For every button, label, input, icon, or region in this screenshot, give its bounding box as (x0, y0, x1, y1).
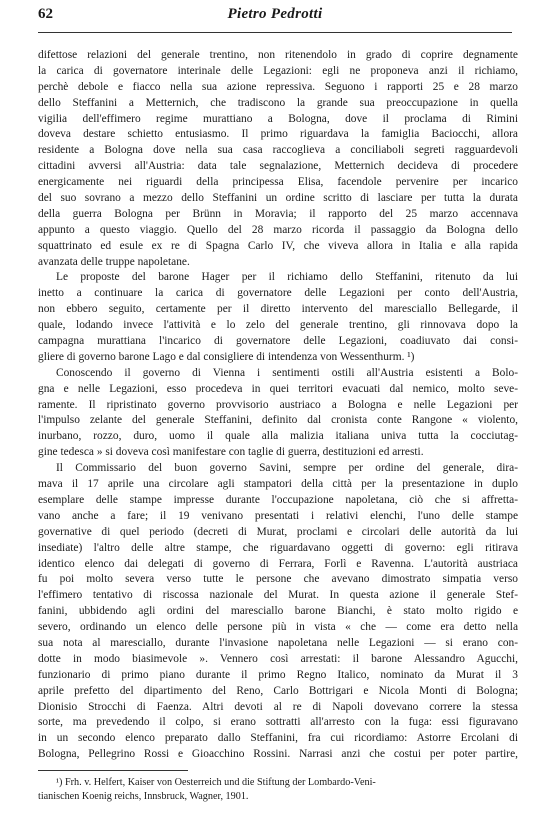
text-line: gine tedesca » si doveva così manifestare con taglie di guerra, destituzioni ed arresti. (38, 446, 424, 459)
text-line: identico elenco dai delegati di governo di Ferrara, Forlì e Ravenna. L'autorità austriaca (38, 557, 518, 570)
text-line: cittadini avversi all'Austria: data tale segnalazione, Metternich decideva di procedere (38, 160, 518, 173)
footnote-rule (38, 770, 188, 771)
text-line: fu poi molto severa verso tutte le persone che avevano dimostrato simpatia verso (38, 573, 518, 586)
text-line: esemplare delle stampe impresse durante l'occupazione napoletana, ciò che si affretta- (38, 493, 518, 506)
text-line: appunto a questo viaggio. Quello del 28 marzo ricorda il passaggio da Bologna dello (38, 223, 518, 236)
text-line: avanzata delle truppe napoletane. (38, 255, 190, 268)
text-line: non ebbero seguito, certamente per il diretto intervento del maresciallo Bellegarde, il (38, 303, 518, 316)
text-line: energicamente nei riguardi della principessa Elisa, facendole pervenire per incarico (38, 176, 518, 189)
text-line: in un secondo elenco preparato dallo Steffanini, fra cui ricordiamo: Astorre Ercolani di (38, 732, 518, 745)
page-header (38, 6, 512, 28)
text-line: gliere di governo barone Lago e dal consigliere di intendenza von Wessenthurm. ¹) (38, 350, 415, 363)
text-line: Il Commissario del buon governo Savini, sempre per ordine del generale, dira- (56, 462, 518, 475)
text-line: insediate) l'altro delle altre stampe, che riguardavano oggetti di governo: egli ritirava (38, 541, 518, 554)
text-line: gna e nelle Legazioni, esso procedeva in quei territori evacuati dal nemico, molto seve- (38, 382, 518, 395)
text-line: mava il 17 aprile una circolare agli stampatori della città per la presentazione in duplo (38, 478, 518, 491)
text-line: Bologna, Pellegrino Rossi e Gioacchino Rossini. Narrasi anzi che costui per poter partire, (38, 748, 518, 761)
text-line: fanini, ubbidendo agli ordini del maresciallo barone Bianchi, è stato molto rigido e (38, 605, 518, 618)
text-line: doveva destare schietto entusiasmo. Il primo riguardava la famiglia Baciocchi, allora (38, 128, 518, 141)
text-line: perchè debole e fiacco nella sua azione repressiva. Seguono i rapporti 25 e 28 marzo (38, 80, 518, 93)
text-line: ramente. Il ripristinato governo provvisorio austriaco a Bologna e nelle Legazioni per (38, 398, 518, 411)
text-line: inurbano, rozzo, duro, uomo il quale alla malizia italiana univa tutta la cocciutag- (38, 430, 518, 443)
text-line: dello Steffanini a Metternich, che tradiscono la grande sua preoccupazione in quella (38, 96, 518, 109)
footnote-line: ¹) Frh. v. Helfert, Kaiser von Oesterreich und die Stiftung der Lombardo-Veni- (56, 777, 376, 788)
text-line: l'impulso zelante del generale Steffanini, definito dal cronista conte Rangone « violento, (38, 414, 518, 427)
text-line: squattrinato ed esule ex re di Spagna Carlo IV, che viveva allora in Italia e alla rapida (38, 239, 518, 252)
text-line: quale, lodando invece l'attività e lo zelo del generale trentino, gli rinnovava dopo la (38, 319, 518, 332)
footnote (38, 776, 518, 804)
text-line: del suo sovrano a mezzo dello Steffanini un ordine scritto di lasciare per tutta la durata (38, 192, 518, 205)
text-line: governative di quel periodo (decreti di Murat, proclami e circolari delle autorità da lui (38, 525, 518, 538)
text-line: residente a Bologna dove nella sua casa raccoglieva a conciliaboli segreti ragguardevoli (38, 144, 518, 157)
text-line: funzionario di primo piano durante il primo Regno Italico, nominato da Murat il 3 (38, 668, 518, 681)
header-rule (38, 32, 512, 33)
page-number: 62 (38, 6, 53, 22)
text-line: inetto a continuare la carica di governatore delle Legazioni per conto dell'Austria, (38, 287, 518, 300)
text-line: Dionisio Strocchi di Faenza. Altri devoti al re di Napoli dovevano correre la stessa (38, 700, 518, 713)
text-line: aprile prefetto del dipartimento del Reno, Carlo Bottrigari e Nicola Monti di Bologna; (38, 684, 518, 697)
text-line: dotte in modo biasimevole ». Vennero così arrestati: il barone Alessandro Agucchi, (38, 652, 518, 665)
text-line: campagna murattiana l'incarico di governatore delle Legazioni, coadiuvato dai consi- (38, 335, 518, 348)
text-line: la carica di governatore interinale delle Legazioni: egli ne proponeva anzi il richiamo, (38, 64, 518, 77)
text-line: severo, ordinando un elenco delle persone più in vista « che — come era detto nella (38, 621, 518, 634)
text-line: vano anche a fare; il 19 venivano presentati i relativi elenchi, l'uno delle stampe (38, 509, 518, 522)
text-line: sorte, ma prevedendo il colpo, si erano sottratti all'arresto con la fuga: essi figuravano (38, 716, 518, 729)
footnote-line: tianischen Koenig reichs, Innsbruck, Wagner, 1901. (38, 791, 249, 802)
text-line: Le proposte del barone Hager per il richiamo dello Steffanini, ritenuto da lui (56, 271, 518, 284)
text-line: Conoscendo il governo di Vienna i sentimenti ostili all'Austria esistenti a Bolo- (56, 366, 518, 379)
text-line: vigilia dell'effimero regime murattiano a Bologna, dove il proclama di Rimini (38, 112, 518, 125)
running-head: Pietro Pedrotti (227, 6, 323, 22)
text-line: della guerra Bologna per Brünn in Moravia; il rapporto del 25 marzo accennava (38, 207, 518, 220)
text-line: l'effimero tentativo di riscossa nazionale del Murat. In questa azione il generale Stef- (38, 589, 518, 602)
body-text (38, 48, 518, 763)
text-line: difettose relazioni del generale trentino, non ritenendolo in grado di coprire degnamente (38, 49, 518, 61)
text-line: sua nota al maresciallo, durante l'invasione napoletana nelle Legazioni — si erano con- (38, 636, 518, 649)
